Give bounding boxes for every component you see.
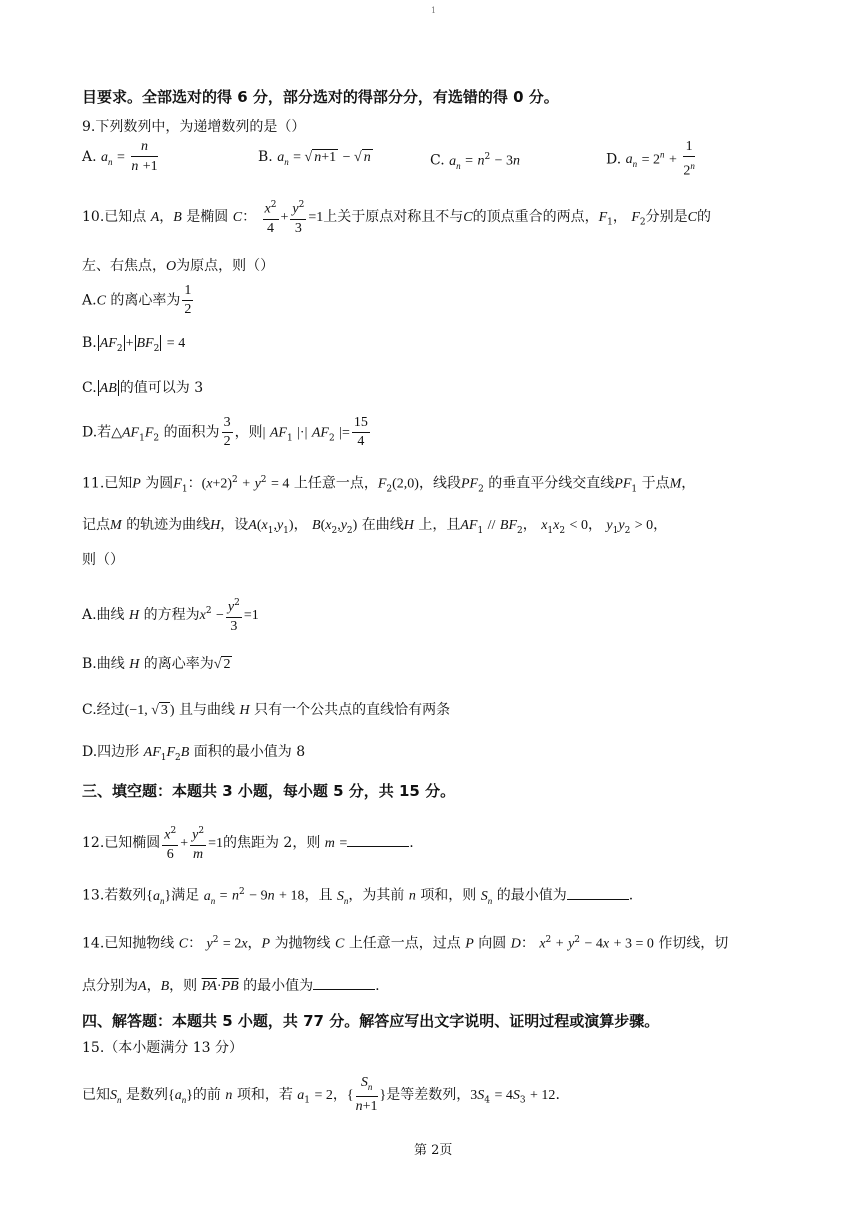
q11-option-a: A.曲线 H 的方程为$x^2$ − $\frac{y^2}{3}$ =1 [82,594,259,636]
top-mark: 1 [431,6,437,15]
section-4-title: 四、解答题：本题共 5 小题，共 77 分。解答应写出文字说明、证明过程或演算步骤。 [82,1012,660,1030]
q15-head: 15.（本小题满分 13 分） [82,1040,243,1056]
q9-option-c: C. $a_n = n^2 - 3n$ [430,152,521,171]
q9-option-a: A. $a_n$ = $\frac{n}{n +1}$ [82,139,158,174]
q12-stem: 12.已知椭圆 $\frac{x^2}{6}$ + $\frac{y^2}{m}$ =1的焦距为 2，则 m = . [82,822,414,864]
q10-stem-line1: 10.已知点 A，B 是椭圆 C： $\frac{x^2}{4}$ + $\frac{y^2}{3}$ =1上关于原点对称且不与C的顶点重合的两点，$F_1$， $F_2$分别是C的 [82,196,711,238]
q12-answer-blank[interactable] [347,833,409,847]
q9-option-b: B. $a_n$ = √ n+1 − √ n [258,149,371,167]
section-3-title: 三、填空题：本题共 3 小题，每小题 5 分，共 15 分。 [82,782,456,800]
q11-stem-line2: 记点M 的轨迹为曲线H，设$A(x_1,y_1)$， $B(x_2,y_2)$ 在曲线H 上，且$AF_1 // BF_2$， $x_1x_2 < 0$， $y_1y_2 > 0$， [82,517,668,536]
q14-stem-line2: 点分别为A，B，则 $\overline{PA}\cdot\overline{PB}$ 的最小值为 . [82,978,380,994]
q14-stem-line1: 14.已知抛物线 C： $y^2 = 2x$，P 为抛物线 C 上任意一点，过点 P 向圆 D： $x^2 + y^2 - 4x + 3 = 0$ 作切线，切 [82,935,729,952]
q10-option-a: A.C 的离心率为 $\frac{1}{2}$ [82,283,192,317]
q14-answer-blank[interactable] [313,976,375,990]
q13-stem: 13.若数列$\{a_n\}$满足 $a_n = n^2 - 9n + 18$，且 $S_n$，为其前 n 项和，则 $S_n$ 的最小值为 . [82,887,634,906]
q11-stem-line3: 则（） [82,552,124,568]
page-number: 第 2页 [414,1143,453,1158]
q11-option-b: B.曲线 H 的离心率为√ 2 [82,656,231,672]
section-intro-text: 目要求。全部选对的得 6 分，部分选对的得部分分，有选错的得 0 分。 [82,88,559,106]
q11-option-c: C.经过(−1, √ 3 ) 且与曲线 H 只有一个公共点的直线恰有两条 [82,702,451,718]
q10-stem-line2: 左、右焦点，O为原点，则（） [82,258,275,274]
q10-option-d: D.若$\triangle AF_1F_2$ 的面积为 $\frac{3}{2}$ ，则| $AF_1$ |·| $AF_2$ |= $\frac{15}{4}$ [82,415,368,449]
q10-option-c: C. AB 的值可以为 3 [82,380,204,396]
q13-answer-blank[interactable] [567,886,629,900]
q11-stem-line1: 11.已知P 为圆$F_1$：$(x+2)^2 + y^2 = 4$ 上任意一点，$F_2(2,0)$，线段$PF_2$ 的垂直平分线交直线$PF_1$ 于点M， [82,475,696,495]
q9-option-d: D. $a_n = 2^n$ + $\frac{1}{2^n}$ [606,139,695,179]
q15-stem: 已知$S_n$ 是数列$\{a_n\}$的前 n 项和，若 $a_1 = 2$，{ $\frac{S_n}{n+1}$ }是等差数列，$3S_4 = 4S_3 + 12$. [82,1075,560,1114]
q10-option-b: B. $AF_2 + BF_2 = 4$ [82,335,186,354]
q9-stem: 9.下列数列中，为递增数列的是（） [82,119,306,135]
q11-option-d: D.四边形 $AF_1F_2B$ 面积的最小值为 8 [82,744,306,763]
